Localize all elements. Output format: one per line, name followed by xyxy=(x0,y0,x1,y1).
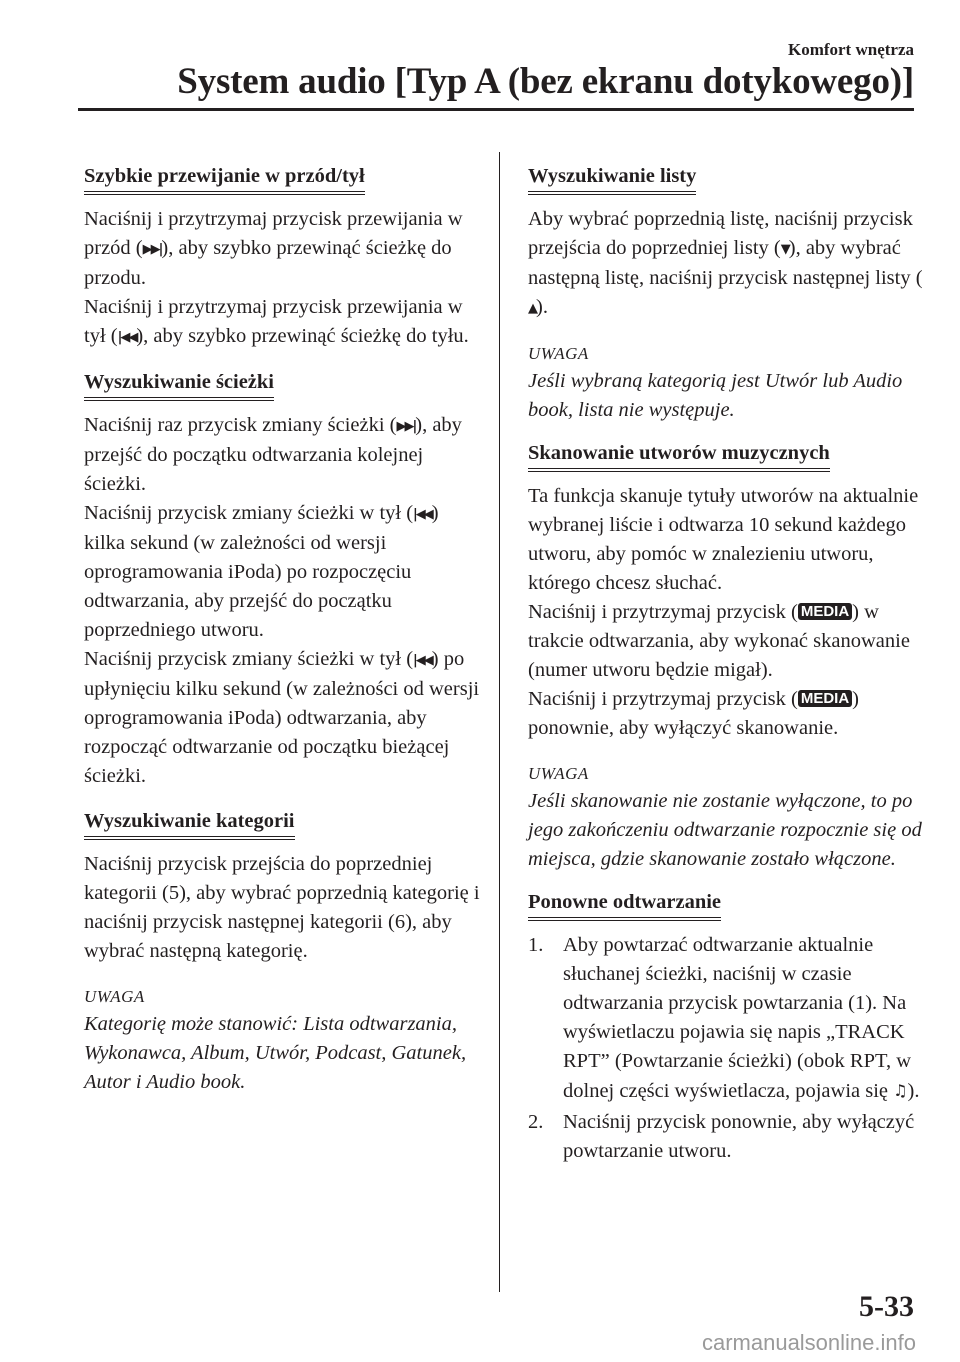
section-ffrw xyxy=(84,162,484,352)
paragraph xyxy=(84,645,484,791)
section-heading: Szybkie przewijanie w przód/tył xyxy=(84,163,365,195)
text: ), aby wybrać następną listę, naciśnij przycisk następnej listy ( xyxy=(528,237,923,289)
media-button-icon: MEDIA xyxy=(798,603,852,620)
paragraph xyxy=(84,205,484,293)
down-arrow-icon: ▼ xyxy=(780,242,789,257)
paragraph: Ta funkcja skanuje tytuły utworów na aktualnie wybranej liście i odtwarza 10 sekund każdego utworu, aby pomóc w znalezieniu utworu, którego chcesz słuchać. xyxy=(528,485,919,594)
text: ). xyxy=(536,296,548,318)
header-section-label: Komfort wnętrza xyxy=(787,40,914,59)
left-column xyxy=(84,162,484,1111)
music-note-icon: ♫ xyxy=(893,1081,908,1100)
text: ) w trakcie odtwarzania, aby wykonać skanowanie (numer utworu będzie migał). xyxy=(528,601,910,681)
page-title: System audio [Typ A (bez ekranu dotykowego)] xyxy=(177,61,914,102)
text: Naciśnij przycisk zmiany ścieżki w tył ( xyxy=(84,502,414,524)
track-down-icon: |◀◀ xyxy=(413,507,432,522)
text: Naciśnij i przytrzymaj przycisk przewijania w tył ( xyxy=(84,296,463,347)
section-heading: Wyszukiwanie listy xyxy=(528,163,696,195)
text: ) kilka sekund (w zależności od wersji oprogramowania iPoda) po rozpoczęciu odtwarzania, aby przejść do początku poprzedniego utworu. xyxy=(84,502,439,641)
text: ). xyxy=(907,1080,920,1102)
track-up-icon: ▶▶| xyxy=(396,419,416,434)
list-item xyxy=(528,931,928,1106)
section-heading: Wyszukiwanie kategorii xyxy=(84,808,295,840)
text: Naciśnij raz przycisk zmiany ścieżki ( xyxy=(84,414,397,436)
section-category-search xyxy=(84,807,484,1097)
note-text: Jeśli wybraną kategorią jest Utwór lub Audio book, lista nie występuje. xyxy=(528,370,903,421)
section-repeat xyxy=(528,888,928,1166)
text: Naciśnij i przytrzymaj przycisk przewijania w przód ( xyxy=(84,208,463,259)
text: Naciśnij przycisk zmiany ścieżki w tył ( xyxy=(84,648,414,670)
note-text: Jeśli skanowanie nie zostanie wyłączone, to po jego zakończeniu odtwarzanie rozpocznie się od miejsca, gdzie skanowanie zostało włączone. xyxy=(528,790,922,870)
section-heading: Wyszukiwanie ścieżki xyxy=(84,369,274,401)
text: Naciśnij przycisk ponownie, aby wyłączyć powtarzanie utworu. xyxy=(563,1111,915,1162)
text: ), aby przejść do początku odtwarzania kolejnej ścieżki. xyxy=(84,414,462,495)
note-label: UWAGA xyxy=(528,344,589,363)
section-list-search xyxy=(528,162,928,425)
text: Aby wybrać poprzednią listę, naciśnij przycisk przejścia do poprzedniej listy ( xyxy=(528,208,913,259)
paragraph xyxy=(528,205,928,323)
right-column xyxy=(528,162,928,1168)
fast-forward-icon: ▶▶| xyxy=(142,242,162,257)
text: ), aby szybko przewinąć ścieżkę do tyłu. xyxy=(136,325,469,347)
media-button-icon: MEDIA xyxy=(798,690,852,707)
text: Naciśnij i przytrzymaj przycisk ( xyxy=(528,601,798,623)
section-heading: Skanowanie utworów muzycznych xyxy=(528,440,830,472)
steps-list xyxy=(528,931,928,1166)
paragraph: Naciśnij przycisk przejścia do poprzedniej kategorii (5), aby wybrać poprzednią kategorię i naciśnij przycisk następnej kategorii (6), aby wybrać następną kategorię. xyxy=(84,853,480,962)
header-rule xyxy=(78,108,914,111)
paragraph xyxy=(84,499,484,645)
section-scan xyxy=(528,439,928,874)
text: Naciśnij i przytrzymaj przycisk ( xyxy=(528,688,798,710)
page-number: 5-33 xyxy=(859,1290,914,1323)
watermark: carmanualsonline.info xyxy=(701,1330,916,1355)
paragraph xyxy=(528,685,928,743)
rewind-icon: |◀◀ xyxy=(117,330,137,345)
text: Aby powtarzać odtwarzanie aktualnie słuchanej ścieżki, naciśnij w czasie odtwarzania przycisk powtarzania (1). Na wyświetlaczu pojawia się napis „TRACK RPT” (Powtarzanie ścieżki) (obok RPT, w dolnej części wyświetlacza, pojawia się xyxy=(563,934,912,1102)
step-number: 1. xyxy=(528,934,544,956)
text: ) po upłynięciu kilku sekund (w zależności od wersji oprogramowania iPoda) odtwarzania, aby rozpocząć odtwarzanie od początku bieżącej ścieżki. xyxy=(84,648,480,787)
text: ) ponownie, aby wyłączyć skanowanie. xyxy=(528,688,859,739)
note-text: Kategorię może stanowić: Lista odtwarzania, Wykonawca, Album, Utwór, Podcast, Gatunek, Autor i Audio book. xyxy=(84,1013,467,1093)
track-down-icon: |◀◀ xyxy=(413,653,432,668)
paragraph xyxy=(84,293,484,352)
column-divider xyxy=(499,152,500,1292)
text: ), aby szybko przewinąć ścieżkę do przodu. xyxy=(84,237,452,289)
step-number: 2. xyxy=(528,1111,544,1133)
paragraph xyxy=(84,411,484,499)
section-heading: Ponowne odtwarzanie xyxy=(528,889,721,921)
paragraph xyxy=(528,598,928,685)
section-track-search xyxy=(84,368,484,791)
up-arrow-icon: ▲ xyxy=(528,301,536,316)
note-label: UWAGA xyxy=(84,987,145,1006)
note-label: UWAGA xyxy=(528,764,589,783)
list-item xyxy=(528,1108,928,1166)
